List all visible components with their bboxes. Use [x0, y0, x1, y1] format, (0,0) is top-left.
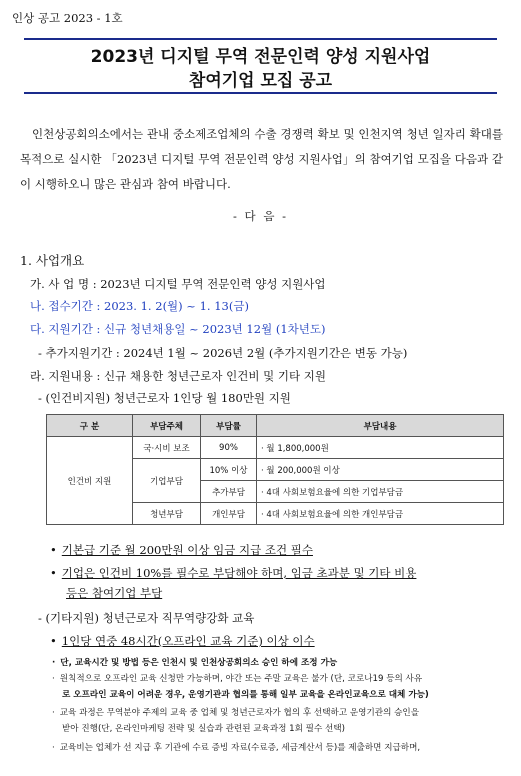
table-cell: 90% [201, 437, 257, 459]
note-text: 단, 교육시간 및 방법 등은 인천시 및 인천상공회의소 승인 하에 조정 가능 [60, 658, 338, 668]
item-business-name: 가. 사 업 명 : 2023년 디지털 무역 전문인력 양성 지원사업 [30, 277, 326, 291]
table-cell: 추가부담 [201, 481, 257, 503]
note-text: 교육비는 업체가 선 지급 후 기관에 수료 증빙 자료(수료증, 세금계산서 등)를 제출하면 지급하며, [59, 743, 421, 753]
bullet-text: 기업은 인건비 10%를 필수로 부담해야 하며, 임금 초과분 및 기타 비용 [61, 566, 417, 580]
note-offline [52, 672, 422, 684]
section-divider-text: - 다 음 - [233, 209, 288, 223]
table-header: 구 분 [47, 415, 133, 437]
table-cell: 국·시비 보조 [133, 437, 201, 459]
bullet-icon: • [50, 634, 57, 648]
table-header-row [47, 415, 504, 437]
note-adjustment [52, 656, 337, 668]
table-group-cell: 인건비 지원 [47, 437, 133, 525]
item-other-support: - (기타지원) 청년근로자 직무역량강화 교육 [38, 611, 255, 625]
note-course [52, 706, 419, 718]
title-rule-top [24, 38, 497, 40]
table-header: 부담내용 [257, 415, 504, 437]
note-icon: · [52, 743, 55, 753]
bullet-icon: • [50, 543, 57, 557]
note-text: 교육 과정은 무역분야 주제의 교육 중 업체 및 청년근로자가 협의 후 선택하고 운영기관의 승인을 [59, 708, 420, 718]
item-extra-period: - 추가지원기간 : 2024년 1월 ~ 2026년 2월 (추가지원기간은 변동 가능) [38, 346, 408, 360]
document-number: 인상 공고 2023 - 1호 [12, 11, 123, 25]
bullet-training-hours [50, 633, 315, 649]
note-text: 원칙적으로 오프라인 교육 신청만 가능하며, 야간 또는 주말 교육은 불가 (단, 코로나19 등의 사유 [59, 674, 423, 684]
item-support-period: 다. 지원기간 : 신규 청년채용일 ~ 2023년 12월 (1차년도) [30, 322, 326, 336]
title-line-1: 2023년 디지털 무역 전문인력 양성 지원사업 [90, 47, 431, 67]
table-cell: 10% 이상 [201, 459, 257, 481]
bullet-base-salary [50, 542, 313, 558]
note-course-cont: 받아 진행(단, 온라인마케팅 전략 및 실습과 관련된 교육과정 1회 필수 선택) [62, 724, 345, 734]
title-rule-bottom [24, 92, 497, 94]
bullet-icon: • [50, 566, 57, 580]
table-cell: · 4대 사회보험요율에 의한 개인부담금 [257, 503, 504, 525]
note-fee [52, 741, 420, 753]
bullet-company-burden [50, 565, 416, 581]
intro-paragraph: 인천상공회의소에서는 관내 중소제조업체의 수출 경쟁력 확보 및 인천지역 청년 일자리 확대를 목적으로 실시한 「2023년 디지털 무역 전문인력 양성 지원사업」의 참여기업 모집을 다음과 같이 시행하오니 많은 관심과 참여 바랍니다. [20, 127, 503, 191]
table-cell: 기업부담 [133, 459, 201, 503]
item-application-period: 나. 접수기간 : 2023. 1. 2(월) ~ 1. 13(금) [30, 299, 249, 313]
item-support-content: 라. 지원내용 : 신규 채용한 청년근로자 인건비 및 기타 지원 [30, 369, 326, 383]
note-icon: · [52, 708, 55, 718]
bullet-company-burden-cont: 등은 참여기업 부담 [66, 586, 163, 600]
title-line-2: 참여기업 모집 공고 [188, 71, 333, 91]
table-header: 부담주체 [133, 415, 201, 437]
note-icon: · [52, 658, 56, 668]
note-offline-cont: 로 오프라인 교육이 어려운 경우, 운영기관과 협의를 통해 일부 교육을 온라인교육으로 대체 가능) [62, 690, 429, 700]
bullet-text: 1인당 연중 48시간(오프라인 교육 기준) 이상 이수 [61, 634, 315, 648]
table-cell: 개인부담 [201, 503, 257, 525]
table-row [47, 437, 504, 459]
section-heading: 1. 사업개요 [20, 253, 85, 268]
table-header: 부담률 [201, 415, 257, 437]
note-icon: · [52, 674, 55, 684]
table-cell: · 월 200,000원 이상 [257, 459, 504, 481]
table-cell: · 월 1,800,000원 [257, 437, 504, 459]
cost-table [46, 414, 504, 525]
bullet-text: 기본급 기준 월 200만원 이상 임금 지급 조건 필수 [61, 543, 313, 557]
table-cell: · 4대 사회보험요율에 의한 기업부담금 [257, 481, 504, 503]
table-cell: 청년부담 [133, 503, 201, 525]
item-labor-support: - (인건비지원) 청년근로자 1인당 월 180만원 지원 [38, 391, 291, 405]
